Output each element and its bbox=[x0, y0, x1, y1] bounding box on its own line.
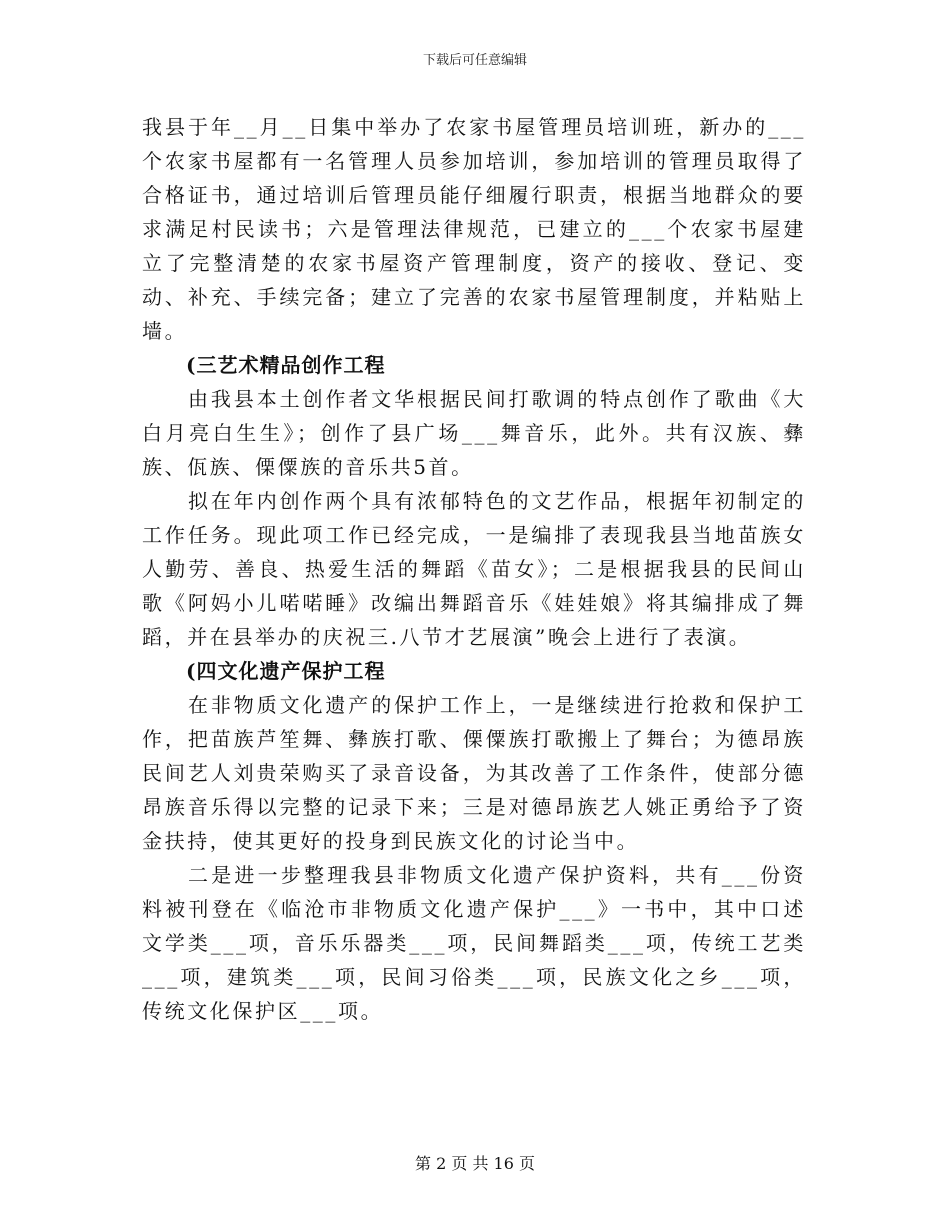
paragraph-heritage-records: 二是进一步整理我县非物质文化遗产保护资料，共有___份资料被刊登在《临沧市非物质文化遗产保护___》一书中，其中口述文学类___项，音乐乐器类___项，民间舞蹈类___项，传统工艺类___项，建筑类___项，民间习俗类___项，民族文化之乡___项，传统文化保护区___项。 bbox=[142, 863, 806, 1023]
paragraph-bookroom-management: 我县于年__月__日集中举办了农家书屋管理员培训班，新办的___个农家书屋都有一名管理人员参加培训，参加培训的管理员取得了合格证书，通过培训后管理员能仔细履行职责，根据当地群众的要求满足村民读书；六是管理法律规范，已建立的___个农家书屋建立了完整清楚的农家书屋资产管理制度，资产的接收、登记、变动、补充、手续完备；建立了完善的农家书屋管理制度，并粘贴上墙。 bbox=[142, 115, 806, 343]
section-heading-art-works: (三艺术精品创作工程 bbox=[186, 353, 386, 377]
paragraph-dance-works: 拟在年内创作两个具有浓郁特色的文艺作品，根据年初制定的工作任务。现此项工作已经完成，一是编排了表现我县当地苗族女人勤劳、善良、热爱生活的舞蹈《苗女》；二是根据我县的民间山歌《阿妈小儿喏喏睡》改编出舞蹈音乐《娃娃娘》将其编排成了舞蹈，并在县举办的庆祝三.八节才艺展演”晚会上进行了表演。 bbox=[142, 489, 806, 649]
page-number: 第 2 页 共 16 页 bbox=[415, 1154, 535, 1173]
paragraph-song-creation: 由我县本土创作者文华根据民间打歌调的特点创作了歌曲《大白月亮白生生》；创作了县广场___舞音乐，此外。共有汉族、彝族、佤族、傈僳族的音乐共5首。 bbox=[142, 387, 806, 479]
paragraph-heritage-protection: 在非物质文化遗产的保护工作上，一是继续进行抢救和保护工作，把苗族芦笙舞、彝族打歌、傈僳族打歌搬上了舞台；为德昂族民间艺人刘贵荣购买了录音设备，为其改善了工作条件，使部分德昂族音乐得以完整的记录下来；三是对德昂族艺人姚正勇给予了资金扶持，使其更好的投身到民族文化的讨论当中。 bbox=[142, 693, 806, 853]
page-header: 下载后可任意编辑 bbox=[422, 53, 527, 68]
document-body bbox=[142, 110, 806, 1028]
section-heading-heritage: (四文化遗产保护工程 bbox=[186, 659, 386, 683]
